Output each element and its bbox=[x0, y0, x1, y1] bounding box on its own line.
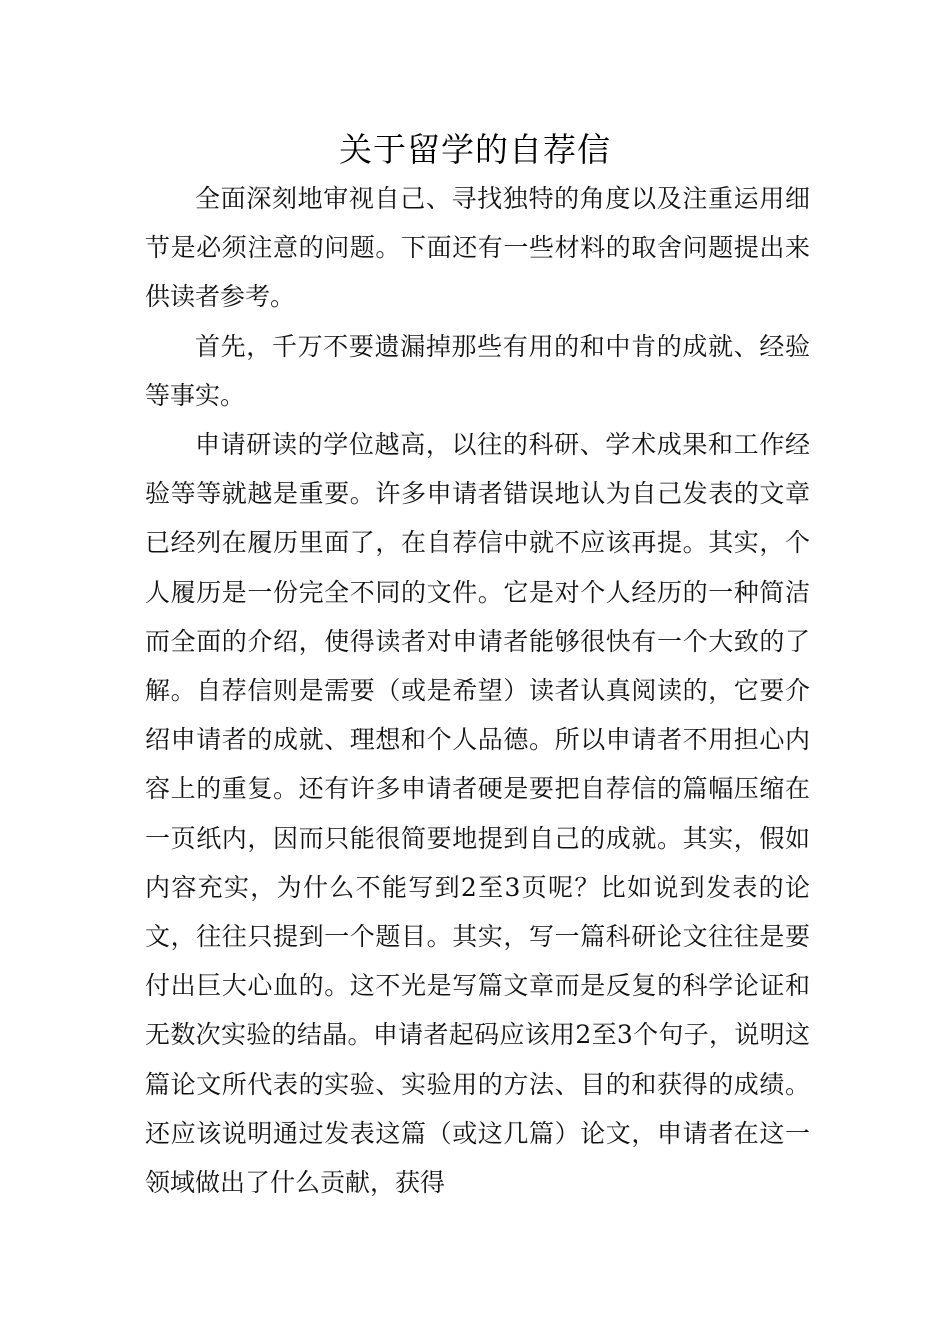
paragraph-2: 首先，千万不要遗漏掉那些有用的和中肯的成就、经验等事实。 bbox=[145, 331, 810, 410]
paragraph-3: 申请研读的学位越高，以往的科研、学术成果和工作经验等等就越是重要。许多申请者错误地认为自己发表的文章已经列在履历里面了，在自荐信中就不应该再提。其实，个人履历是一份完全不同的文件。它是对个人经历的一种简洁而全面的介绍，使得读者对申请者能够很快有一个大致的了解。自荐信则是需要（或是希望）读者认真阅读的，它要介绍申请者的成就、理想和个人品德。所以申请者不用担心内容上的重复。还有许多申请者硬是要把自荐信的篇幅压缩在一页纸内，因而只能很简要地提到自己的成就。其实，假如内容充实，为什么不能写到2至3页呢？比如说到发表的论文，往往只提到一个题目。其实，写一篇科研论文往往是要付出巨大心血的。这不光是写篇文章而是反复的科学论证和无数次实验的结晶。申请者起码应该用2至3个句子，说明这篇论文所代表的实验、实验用的方法、目的和获得的成绩。还应该说明通过发表这篇（或这几篇）论文，申请者在这一领域做出了什么贡献，获得 bbox=[145, 430, 810, 1198]
document-body bbox=[145, 174, 810, 1207]
document-title: 关于留学的自荐信 bbox=[339, 130, 611, 169]
paragraph-1: 全面深刻地审视自己、寻找独特的角度以及注重运用细节是必须注意的问题。下面还有一些材料的取舍问题提出来供读者参考。 bbox=[145, 184, 810, 312]
